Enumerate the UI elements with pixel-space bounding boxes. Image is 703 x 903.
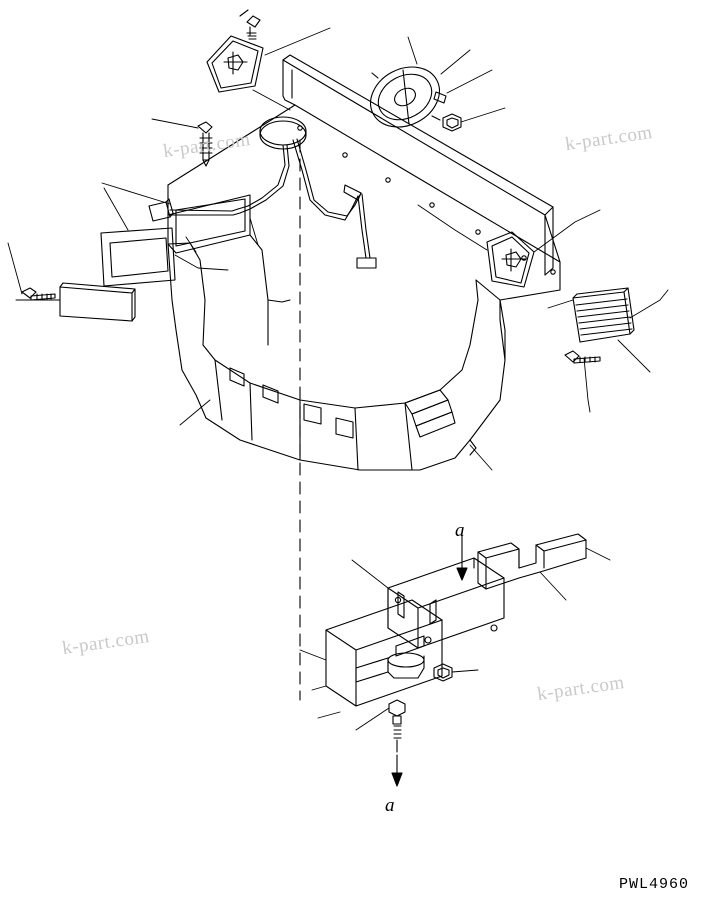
- bracket-u-shape: [478, 534, 586, 589]
- watermark: k-part.com: [563, 121, 654, 156]
- nut-lower: [434, 664, 452, 681]
- watermark: k-part.com: [161, 128, 252, 163]
- speaker-grille-upper-left: [207, 10, 263, 92]
- console-body-outline: [168, 55, 560, 470]
- speaker-grille-right: [487, 232, 534, 287]
- callout-label-a-bottom: a: [385, 795, 395, 816]
- panel-plate-left: [101, 228, 175, 286]
- bracket-plate-left: [22, 283, 135, 321]
- speaker-round: [360, 55, 450, 138]
- mounting-bracket-upper: [388, 558, 504, 648]
- bolt-lower: [389, 700, 405, 752]
- watermark: k-part.com: [535, 671, 626, 706]
- part-number-label: PWL4960: [618, 876, 689, 893]
- heat-sink-module-right: [565, 288, 634, 363]
- controller-box: [326, 600, 442, 706]
- nut-upper: [443, 114, 461, 131]
- callout-arrows: [392, 535, 467, 786]
- watermark: k-part.com: [60, 625, 151, 660]
- callout-label-a-top: a: [455, 520, 465, 541]
